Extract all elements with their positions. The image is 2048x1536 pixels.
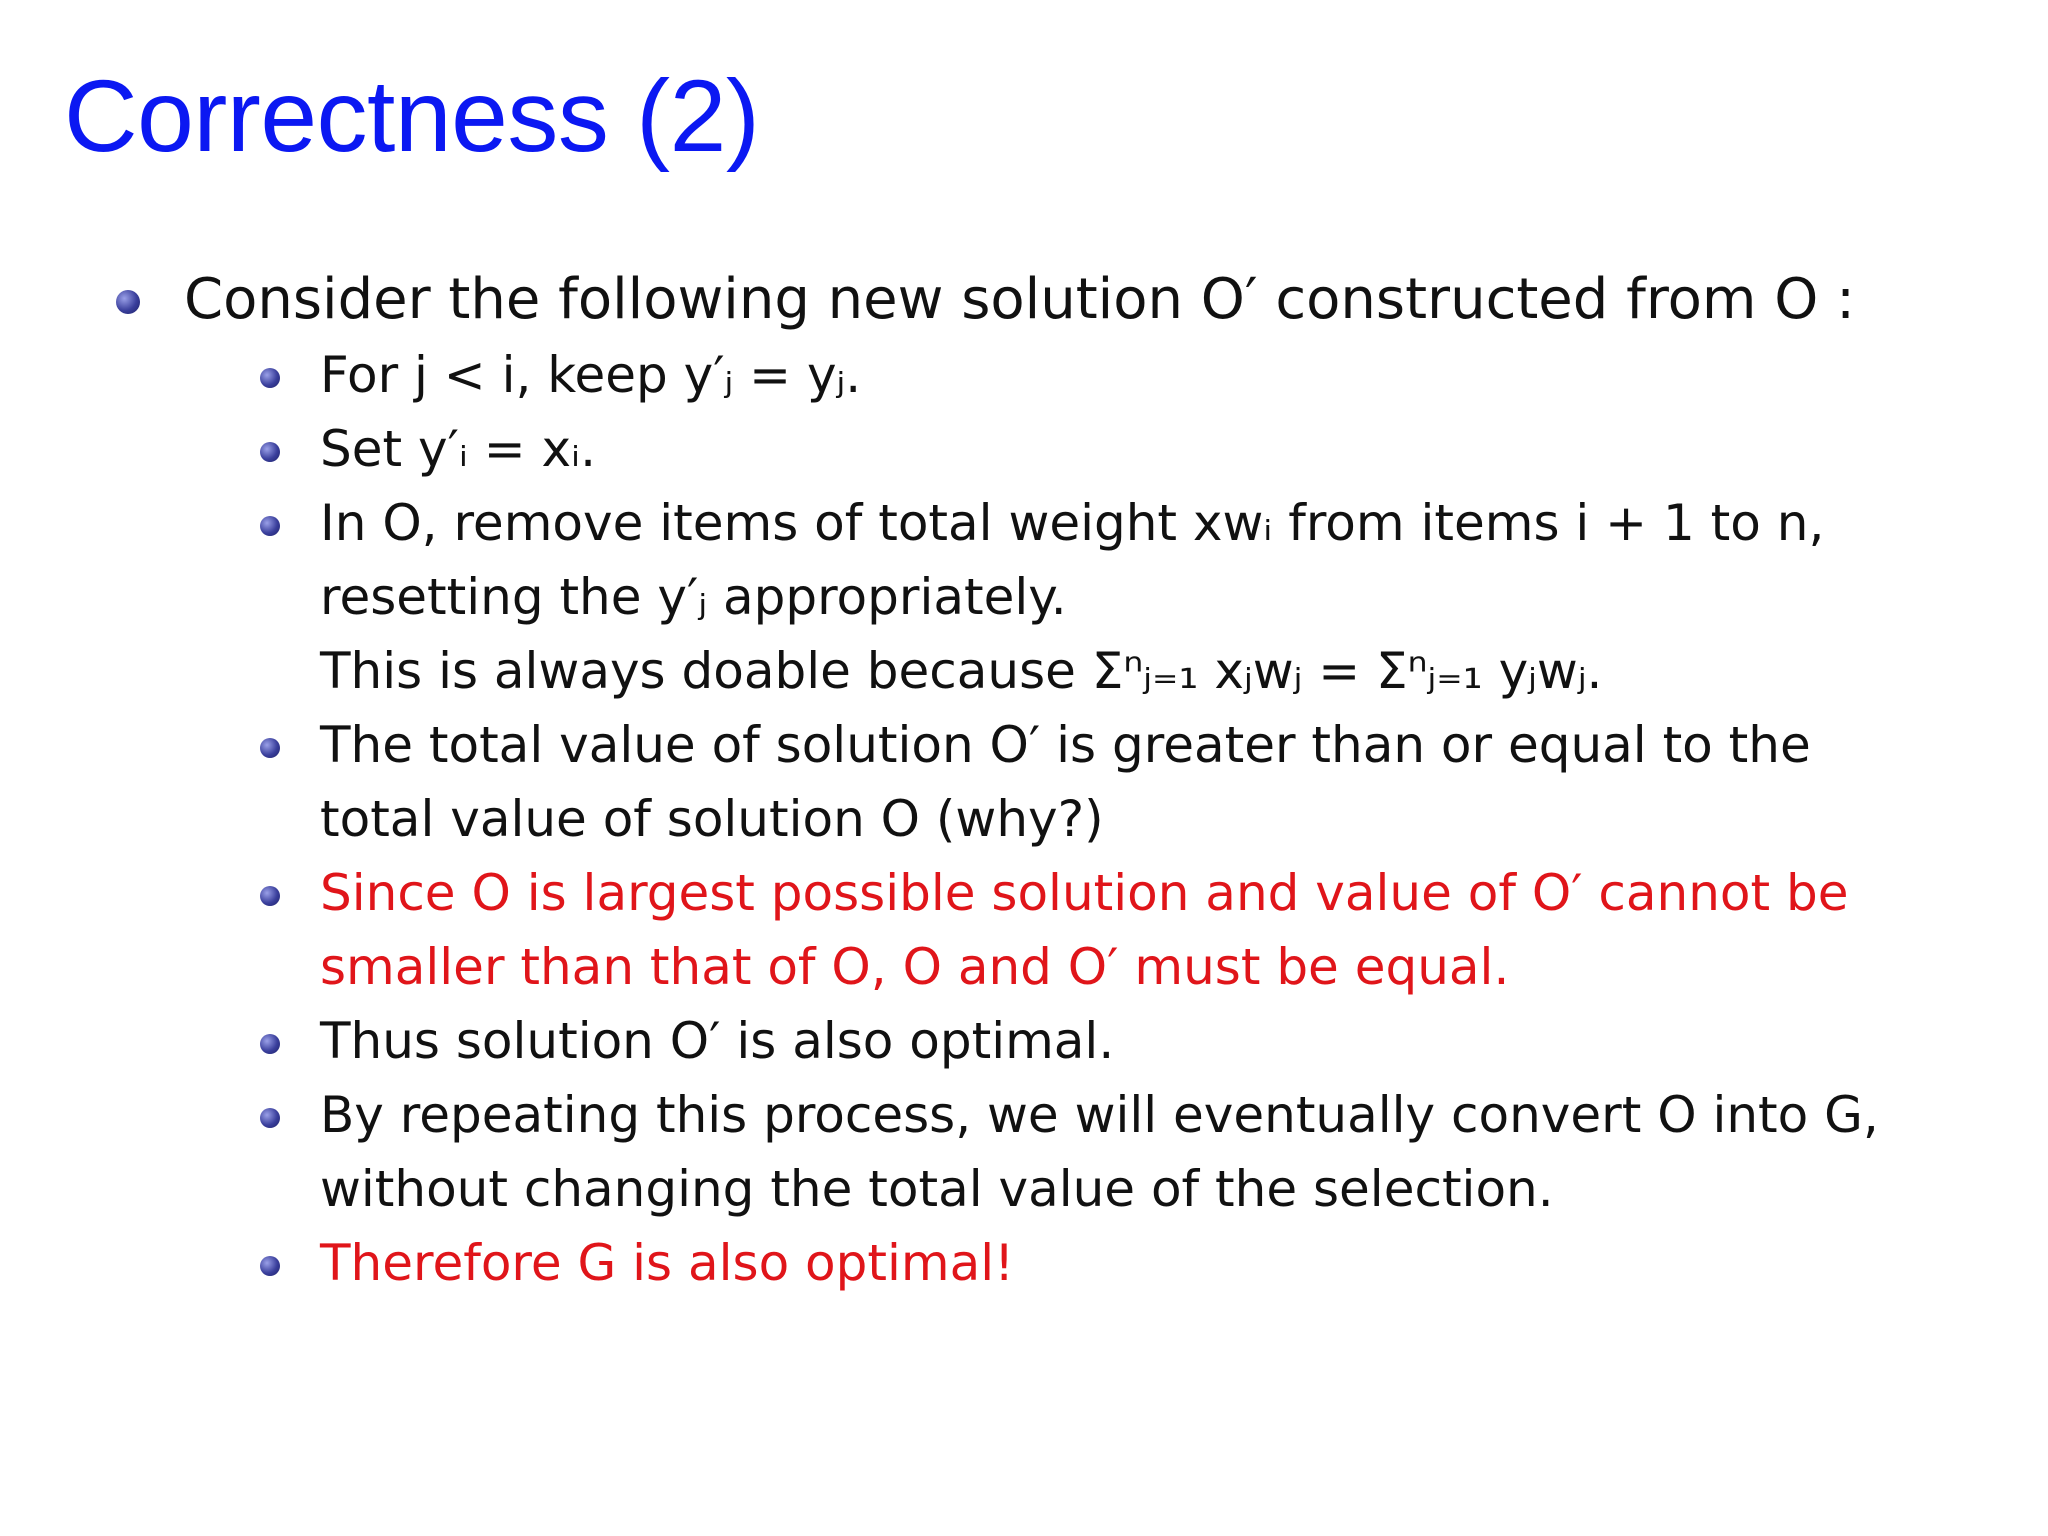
slide-content (112, 262, 1972, 1300)
sub-bullet-2 (320, 412, 1972, 486)
main-bullet (112, 262, 1972, 338)
sub-bullet-line: total value of solution O (why?) (320, 790, 1104, 848)
sub-bullet-line: smaller than that of O, O and O′ must be equal. (320, 938, 1510, 996)
bullet-icon (260, 516, 280, 536)
sub-bullet-line: The total value of solution O′ is greater than or equal to the (320, 716, 1811, 774)
sub-bullet-5 (320, 856, 1972, 1004)
sub-bullet-line: In O, remove items of total weight xwᵢ from items i + 1 to n, (320, 494, 1825, 552)
sub-bullet-line: For j < i, keep y′ⱼ = yⱼ. (320, 346, 862, 404)
sub-bullet-line: Set y′ᵢ = xᵢ. (320, 420, 596, 478)
sub-bullet-list (320, 338, 1972, 1300)
sub-bullet-3 (320, 486, 1972, 708)
bullet-icon (116, 290, 140, 314)
sub-bullet-line: resetting the y′ⱼ appropriately. (320, 568, 1067, 626)
bullet-icon (260, 368, 280, 388)
sub-bullet-line: This is always doable because Σⁿⱼ₌₁ xⱼwⱼ = Σⁿⱼ₌₁ yⱼwⱼ. (320, 642, 1603, 700)
bullet-icon (260, 442, 280, 462)
sub-bullet-line: Thus solution O′ is also optimal. (320, 1012, 1115, 1070)
main-bullet-text: Consider the following new solution O′ constructed from O : (184, 267, 1855, 332)
bullet-icon (260, 738, 280, 758)
sub-bullet-4 (320, 708, 1972, 856)
sub-bullet-6 (320, 1004, 1972, 1078)
bullet-icon (260, 886, 280, 906)
sub-bullet-line: Therefore G is also optimal! (320, 1234, 1015, 1292)
slide-title: Correctness (2) (64, 59, 760, 173)
bullet-icon (260, 1256, 280, 1276)
sub-bullet-line: Since O is largest possible solution and value of O′ cannot be (320, 864, 1849, 922)
bullet-icon (260, 1108, 280, 1128)
sub-bullet-8 (320, 1226, 1972, 1300)
bullet-icon (260, 1034, 280, 1054)
sub-bullet-1 (320, 338, 1972, 412)
sub-bullet-line: By repeating this process, we will eventually convert O into G, (320, 1086, 1879, 1144)
sub-bullet-line: without changing the total value of the selection. (320, 1160, 1554, 1218)
sub-bullet-7 (320, 1078, 1972, 1226)
